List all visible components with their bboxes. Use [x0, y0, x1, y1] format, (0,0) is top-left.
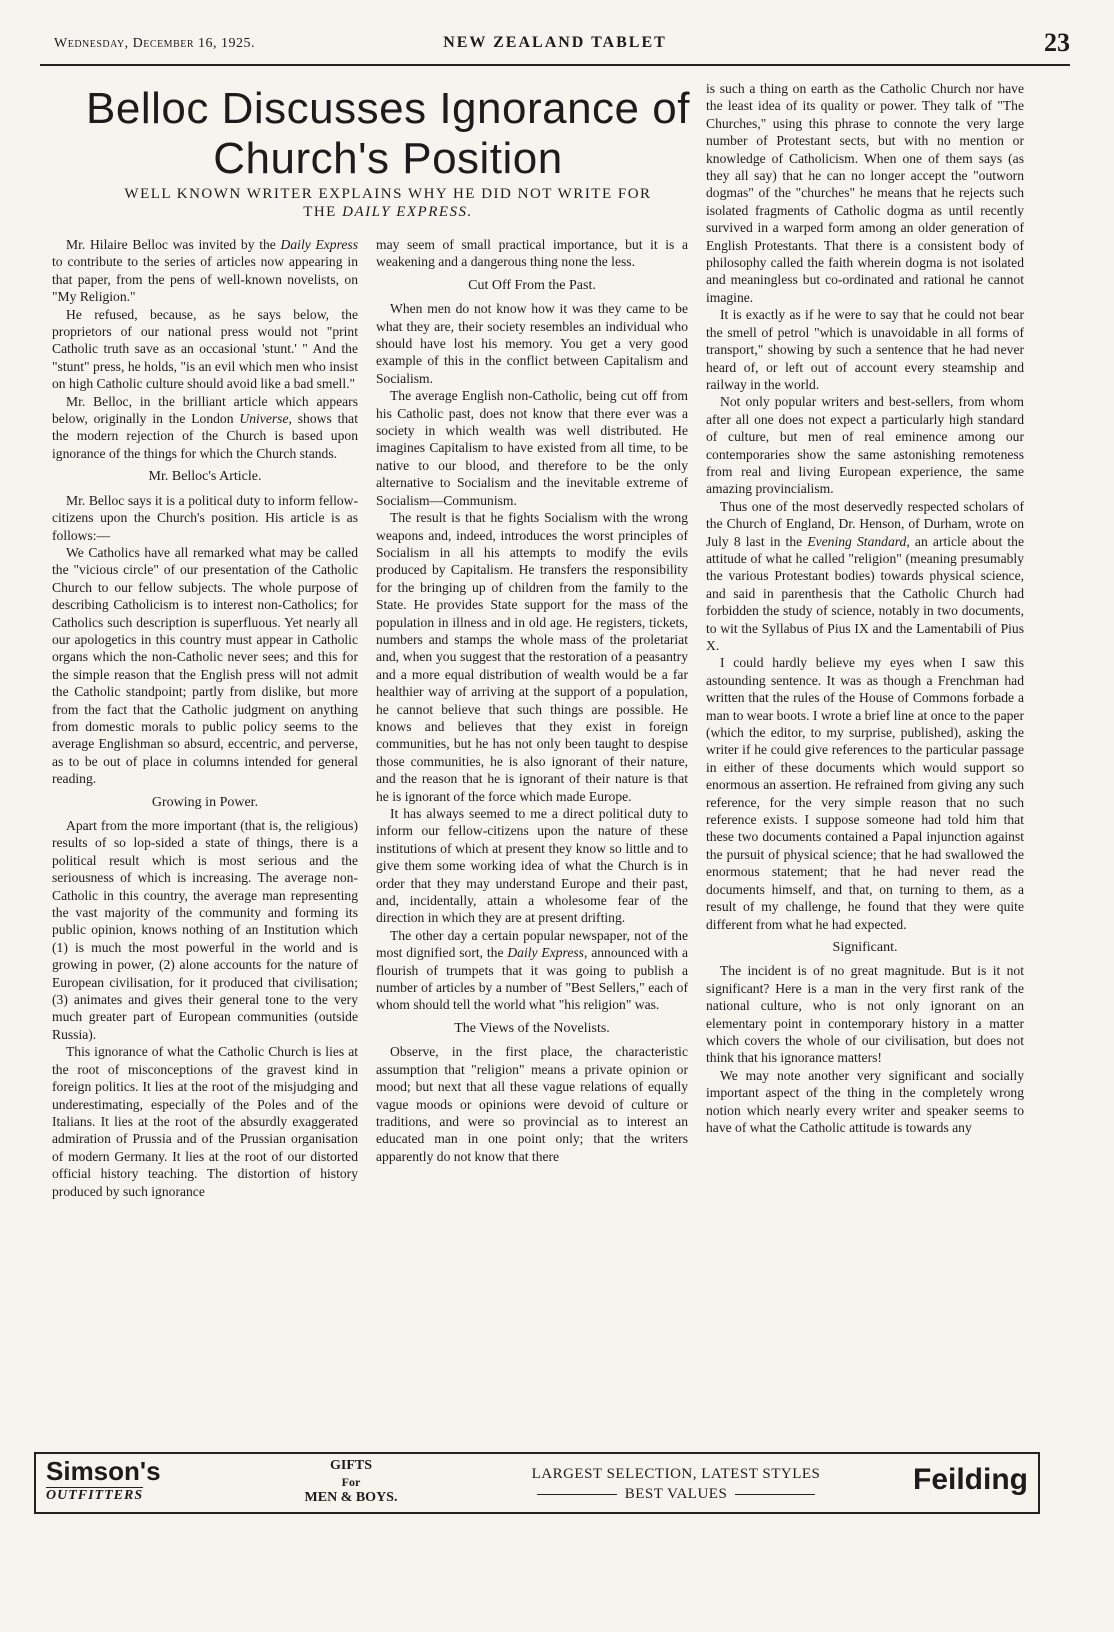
section-heading: Cut Off From the Past.: [468, 277, 596, 293]
paragraph: The other day a certain popular newspaper, not of the most dignified sort, the Daily Express, announced with a flourish of trumpets that it was going to publish a number of articles by a number of "Best Sellers," each of whom should tell the world what "his religion" was.: [376, 927, 688, 1013]
paragraph: The incident is of no great magnitude. But is it not significant? Here is a man in the very first rank of the national culture, who is not only ignorant on an elementary point in contemporary history in a matter which covers the whole of our civilisation, but does not think that his ignorance matters!: [706, 963, 1024, 1066]
paragraph: When men do not know how it was they came to be what they are, their society resembles an individual who should have lost his memory. You get a very good example of this in the conflict between Capitalism and Socialism.: [376, 301, 688, 386]
paragraph: This ignorance of what the Catholic Church is lies at the root of misconceptions of the gravest kind in foreign politics. It lies at the root of the misjudging and underestimating, especially of the Poles and of the Italians. It lies at the root of the absurdly exaggerated admiration of Prussia and of the Prussian organisation of modern Germany. It lies at the root of our distorted official history teaching. The distortion of history produced by such ignorance: [52, 1044, 358, 1199]
paragraph: Mr. Belloc, in the brilliant article which appears below, originally in the London Universe, shows that the modern rejection of the Church is based upon ignorance of the things for which the Church stands.: [52, 393, 358, 461]
paragraph: Observe, in the first place, the characteristic assumption that "religion" means a private opinion or mood; but next that all these vague relations of equally vague moods or opinions were devoid of culture or traditions, and were so provincial as to interest an educated man in one point only; that the writers apparently do not know that there: [376, 1044, 688, 1164]
ad-rule-left: [537, 1494, 617, 1495]
ad-gifts-line-3: MEN & BOYS.: [304, 1490, 398, 1505]
section-heading: Growing in Power.: [151, 794, 259, 810]
ad-gifts-line-1: GIFTS: [329, 1458, 372, 1473]
section-heading: Significant.: [832, 939, 898, 955]
paragraph: Thus one of the most deservedly respected scholars of the Church of England, Dr. Henson, of Durham, wrote on July 8 last in the Evening Standard, an article about the attitude of what he called "religion" (meaning presumably the various Protestant bodies) towards physical science, and said in parenthesis that the Catholic Church had forbidden the study of science, notably in two documents, to wit the Syllabus of Pius IX and the Lamentabili of Pius X.: [706, 498, 1024, 653]
paragraph: We Catholics have all remarked what may be called the "vicious circle" of our presentation of the Catholic Church to our fellow subjects. The whole purpose of describing Catholicism is to interest non-Catholics; for Catholics such description is superfluous. Yet nearly all our apologetics in this country must appear in Catholic organs which the non-Catholic never sees; and this for the simple reason that the English press will not admit the Catholic standpoint; partly from dislike, but more from the fact that the Catholic judgment on anything from domestic morals to public policy seems to the average Englishman so absurd, eccentric, and perverse, as to be out of place in columns intended for general reading.: [52, 544, 358, 787]
masthead: [40, 30, 1070, 66]
article-column-1: [52, 236, 358, 1200]
paragraph: It has always seemed to me a direct political duty to inform our fellow-citizens upon the nature of these institutions of which at present they know so little and to give them some working idea of what the Church is in order that they may understand Europe and their past, and, incidentally, attain a wholesome fear of the direction in which they are at present drifting.: [376, 806, 688, 926]
newspaper-title: NEW ZEALAND TABLET: [443, 34, 667, 51]
section-heading: Mr. Belloc's Article.: [148, 469, 262, 485]
advertisement-banner: [34, 1452, 1040, 1514]
article-column-2: [376, 236, 688, 1165]
paragraph: may seem of small practical importance, but it is a weakening and a dangerous thing none the less.: [376, 237, 688, 270]
paragraph: I could hardly believe my eyes when I saw this astounding sentence. It was as though a Frenchman had written that the rules of the House of Commons forbade a man to wear boots. I wrote a brief line at once to the paper (which the editor, to my surprise, published), asking the writer if he could give references to the particular passage in either of these documents which would support so enormous an assertion. He refrained from giving any such reference, for the very simple reason that no such reference exists. I suppose someone had told him that these two documents contained a Papal injunction against the pursuit of physical science; that he had swallowed the enormous statement; that he had never read the documents himself, and that, on turning to them, as a result of my challenge, he found that they were quite different from what he had expected.: [706, 655, 1024, 932]
paragraph: The result is that he fights Socialism with the wrong weapons and, indeed, introduces the worst principles of Socialism in all his attempts to modify the evils produced by Capitalism. He transfers the responsibility for the bringing up of children from the family to the State. He provides State support for the mass of the population in illness and in old age. He registers, tickets, numbers and stamps the whole mass of the proletariat and, when you suggest that the restoration of a peasantry and a more equal distribution of wealth would be a far healthier way of arriving at the support of a population, he cannot believe that such things are possible. He knows and believes that they exist in foreign communities, but he has not only been taught to despise those communities, he is also ignorant of their nature, and the reason that he is ignorant of their nature is that he is ignorant of the force which made Europe.: [376, 510, 688, 804]
subhead-line-1: WELL KNOWN WRITER EXPLAINS WHY HE DID NOT WRITE FOR: [124, 186, 652, 202]
section-heading: The Views of the Novelists.: [454, 1020, 610, 1036]
paragraph: Not only popular writers and best-sellers, from whom after all one does not expect a particularly high standard of culture, but men of real eminence among our contemporaries show the same astonishing remoteness from real and living European experience, the same amazing provincialism.: [706, 394, 1024, 497]
paragraph: Mr. Belloc says it is a political duty to inform fellow-citizens upon the Church's position. His article is as follows:—: [52, 492, 358, 543]
article-column-3: [706, 80, 1024, 1136]
paragraph: The average English non-Catholic, being cut off from his Catholic past, does not know that there ever was a society in which wealth was well distributed. He imagines Capitalism to have existed from all time, to be native to our blood, and therefore to be the only alternative to Socialism and the inevitable extreme of Socialism—Communism.: [376, 388, 688, 508]
ad-rule-right: [735, 1494, 815, 1495]
ad-brand-subtitle: OUTFITTERS: [46, 1488, 144, 1503]
page-number: 23: [1044, 28, 1070, 57]
ad-brand-block: [46, 1456, 196, 1504]
subhead-line-2-prefix: THE: [303, 204, 343, 220]
ad-center-line-2: BEST VALUES: [624, 1486, 728, 1502]
issue-date: Wednesday, December 16, 1925.: [54, 36, 256, 51]
paragraph: We may note another very significant and socially important aspect of the thing in the completely wrong notion which nearly every writer and speaker seems to have of what the Catholic attitude is towards any: [706, 1067, 1024, 1135]
paragraph: He refused, because, as he says below, the proprietors of our national press would not "print Catholic truth save as an occasional 'stunt.' " And the "stunt" press, he holds, "is an evil which men who insist on high Catholic culture should avoid like a bad smell.": [52, 306, 358, 392]
ad-center-text: [466, 1464, 886, 1504]
article-headline: Belloc Discusses Ignorance of Church's Position: [86, 84, 690, 183]
article-subheadline: [48, 185, 728, 221]
paragraph: is such a thing on earth as the Catholic Church nor have the least idea of its quality or power. They talk of "The Churches," using this phrase to connote the very large number of Protestant sects, but with no mention or knowledge of Catholicism. When one of them says (as they all say) that he can no longer accept the "outworn dogmas" of the "churches" he means that he rejects such isolated fragments of Catholic dogma as until recently survived in a warped form among an older generation of English Protestants. That there is a consistent body of philosophy called the faith wherein dogma is not isolated and meaningless but co-ordinated and rational he cannot imagine.: [706, 81, 1024, 305]
ad-center-line-2-wrap: [466, 1484, 886, 1504]
paragraph: It is exactly as if he were to say that he could not bear the smell of petrol "which is unavoidable in all forms of transport," showing by such a sentence that he had never heard of, or left out of account every steamship and railway in the world.: [706, 307, 1024, 392]
subhead-line-2-italic: DAILY EXPRESS.: [342, 204, 473, 220]
paragraph: Mr. Hilaire Belloc was invited by the Daily Express to contribute to the series of articles now appearing in that paper, from the pens of well-known novelists, on "My Religion.": [52, 237, 358, 305]
ad-center-line-1: LARGEST SELECTION, LATEST STYLES: [531, 1466, 821, 1482]
ad-gifts-line-2: For: [341, 1475, 361, 1489]
ad-gifts-block: [276, 1458, 426, 1506]
ad-brand-name: Simson's: [46, 1456, 161, 1486]
ad-town-name: Feilding: [913, 1463, 1028, 1496]
paragraph: Apart from the more important (that is, the religious) results of so lop-sided a state of things, there is a political result which is most serious and the seriousness of which is increasing. The average non-Catholic in this country, the average man representing the vast majority of the community and forming its public opinion, knows nothing of an Institution which (1) is much the most powerful in the world and is growing in power, (2) alone accounts for the nature of European civilisation, for it produced that civilisation; (3) animates and gives their general tone to the very much greater part of European communities (outside Russia).: [52, 818, 358, 1042]
